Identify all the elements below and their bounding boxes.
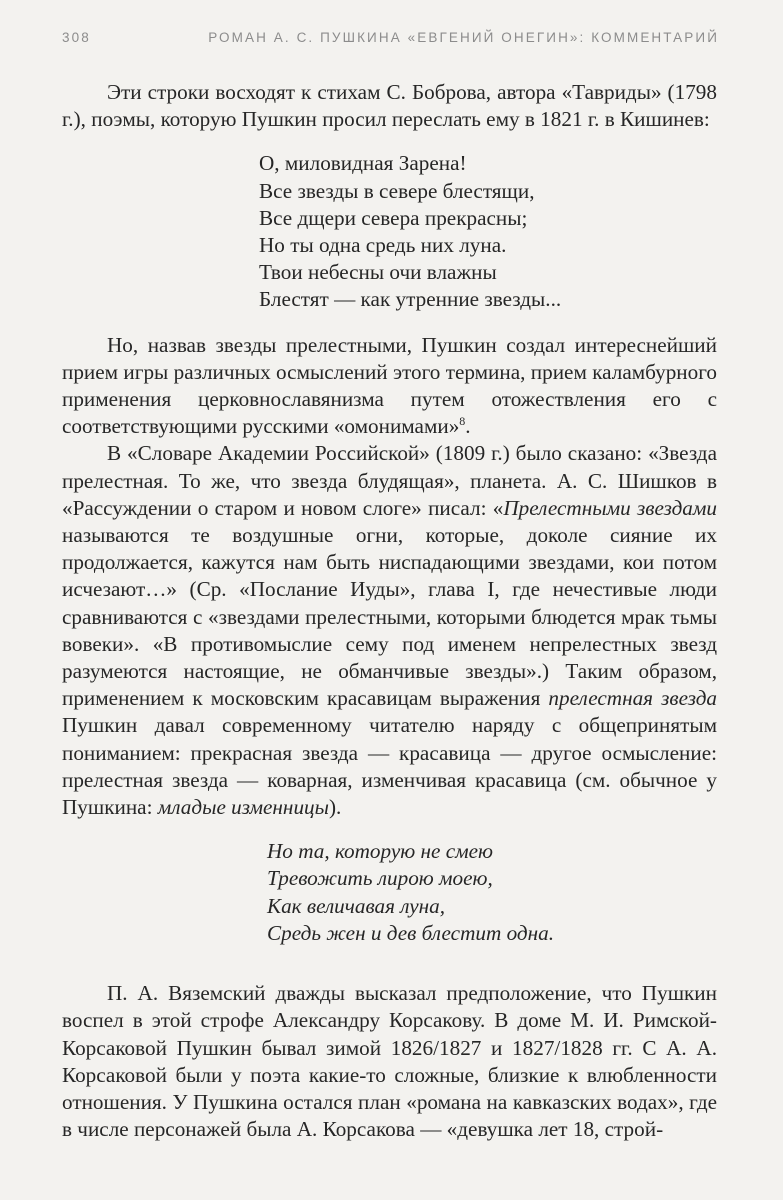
verse-quote-bobrov	[259, 150, 717, 313]
running-title: РОМАН А. С. ПУШКИНА «ЕВГЕНИЙ ОНЕГИН»: КОММЕНТАРИЙ	[208, 30, 719, 45]
italic-term: Прелестными звездами	[503, 495, 718, 520]
verse-line: Твои небесны очи влажны	[259, 260, 497, 285]
verse-line: Блестят — как утренние звезды...	[259, 287, 562, 312]
verse-line: Как величавая луна,	[267, 893, 446, 918]
verse-line: Но ты одна средь них луна.	[259, 233, 507, 258]
page-number: 308	[62, 30, 91, 45]
italic-term: прелестная звезда	[548, 686, 718, 711]
paragraph-4: П. А. Вяземский дважды высказал предположение, что Пушкин воспел в этой строфе Александру Корсакову. В доме М. И. Римской-Корсаковой Пушкин бывал зимой 1826/1827 и 1827/1828 гг. С А. А. Корсаковой были у поэта какие-то сложные, близкие к влюбленности отношения. У Пушкина остался план «романа на кавказских водах», где в числе персонажей была А. Корсакова — «девушка лет 18, строй-	[62, 981, 717, 1142]
paragraph-2-end: .	[465, 414, 471, 439]
paragraph-3-text: В «Словаре Академии Российской» (1809 г.) было сказано: «Звезда прелестная. То же, что звезда блудящая», планета. А. С. Шишков в «Рассуждении о старом и новом слоге» писал: «	[62, 441, 717, 520]
verse-line: Все дщери севера прекрасны;	[259, 205, 528, 230]
paragraph-3-text: Пушкин давал современному читателю наряду с общепринятым пониманием: прекрасная звезда — красавица — другое осмысление: прелестная звезда — коварная, изменчивая красавица (см. обычное у Пушкина:	[62, 713, 717, 820]
footnote-marker: 8	[459, 414, 466, 429]
paragraph-2	[62, 332, 717, 441]
verse-quote-pushkin	[267, 838, 717, 947]
verse-line: О, миловидная Зарена!	[259, 151, 467, 176]
paragraph-3-text: называются те воздушные огни, которые, доколе сияние их продолжается, кажутся нам быть ниспадающими звездами, кои потом исчезают…» (Ср. «Послание Иуды», глава I, где нечестивые люди сравниваются с «звездами прелестными, которыми блюдется мрак тьмы вовеки». «В противомыслие сему под именем непрелестных звезд разумеются настоящие, не обманчивые звезды».) Таким образом, применением к московским красавицам выражения	[62, 523, 717, 711]
page-body	[62, 79, 717, 1143]
paragraph-1: Эти строки восходят к стихам С. Боброва, автора «Тавриды» (1798 г.), поэмы, которую Пушкин просил переслать ему в 1821 г. в Кишинев:	[62, 80, 717, 132]
paragraph-3-text: ).	[328, 795, 342, 820]
verse-line: Средь жен и дев блестит одна.	[267, 920, 555, 945]
paragraph-3	[62, 440, 717, 821]
italic-term: младые изменницы	[157, 795, 329, 820]
paragraph-2-text: Но, назвав звезды прелестными, Пушкин создал интереснейший прием игры различных осмыслений этого термина, прием каламбурного применения церковнославянизма путем отожествления его с соответствующими русскими «омонимами»	[62, 332, 717, 439]
verse-line: Но та, которую не смею	[267, 839, 493, 864]
verse-line: Все звезды в севере блестящи,	[259, 178, 535, 203]
verse-line: Тревожить лирою моею,	[267, 866, 493, 891]
